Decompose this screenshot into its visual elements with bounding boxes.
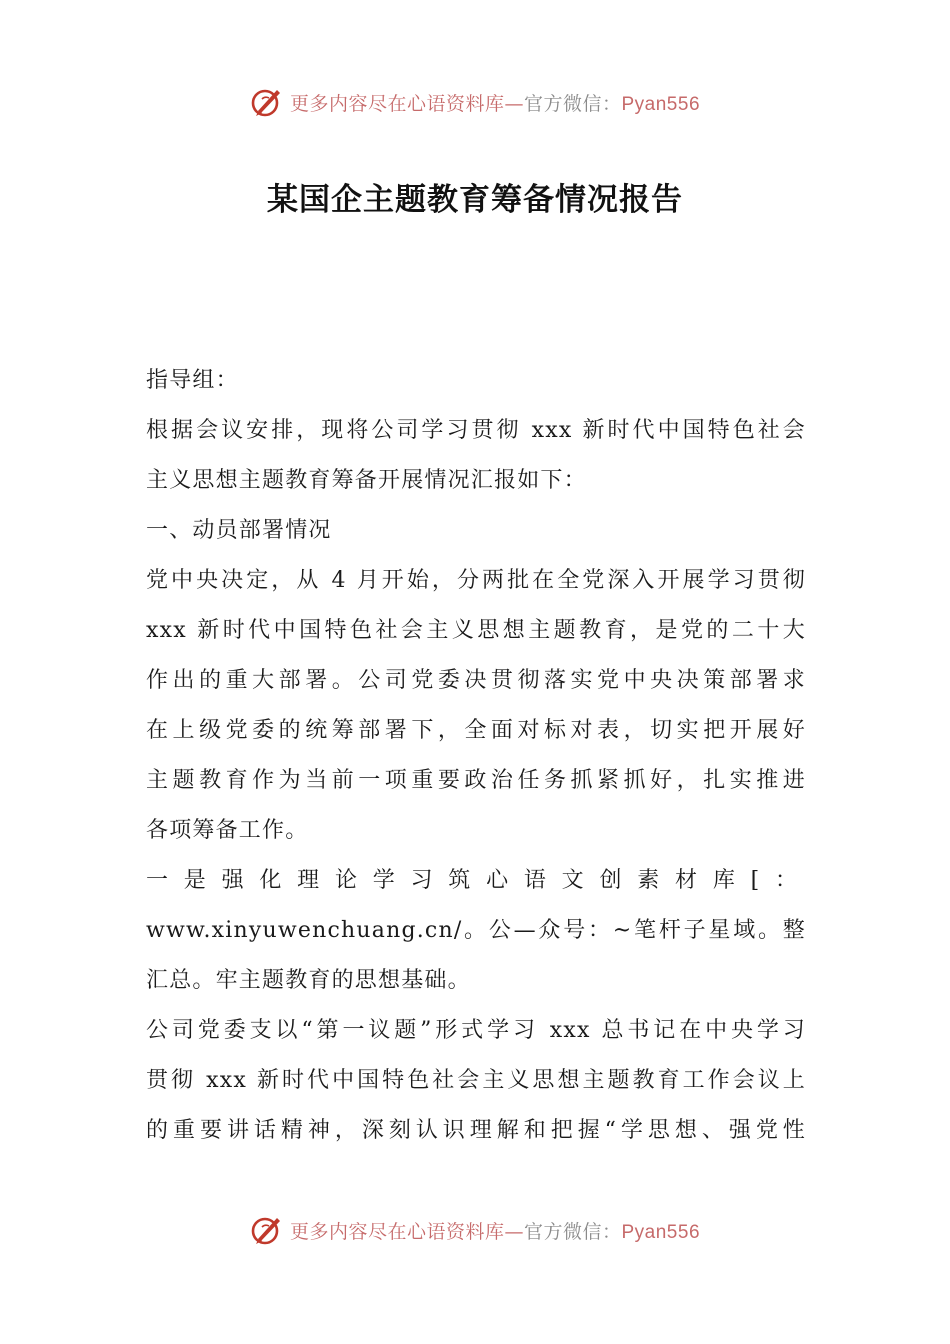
body-line: 在上级党委的统筹部署下，全面对标对表，切实把开展好 bbox=[146, 718, 806, 743]
body-line: 贯彻 xxx 新时代中国特色社会主义思想主题教育工作会议上 bbox=[146, 1068, 806, 1093]
body-line: www.xinyuwenchuang.cn/。公—众号：~笔杆子星域。整 bbox=[146, 918, 806, 943]
section-heading: 一、动员部署情况 bbox=[146, 518, 332, 543]
document-body bbox=[146, 356, 806, 1156]
body-line: 的重要讲话精神，深刻认识理解和把握“学思想、强党性 bbox=[146, 1118, 806, 1143]
body-line: xxx 新时代中国特色社会主义思想主题教育，是党的二十大 bbox=[146, 618, 806, 643]
watermark-text: 更多内容尽在心语资料库—官方微信：Pyan556 bbox=[289, 92, 701, 115]
body-line: 公司党委支以“第一议题”形式学习 xxx 总书记在中央学习 bbox=[146, 1018, 806, 1043]
body-line: 党中央决定，从 4 月开始，分两批在全党深入开展学习贯彻 bbox=[146, 568, 806, 593]
body-line: 指导组： bbox=[146, 368, 239, 393]
document-title: 某国企主题教育筹备情况报告 bbox=[267, 182, 683, 218]
body-line: 主义思想主题教育筹备开展情况汇报如下： bbox=[146, 468, 587, 493]
watermark-banner-bottom bbox=[0, 1210, 950, 1250]
body-line: 各项筹备工作。 bbox=[146, 818, 309, 843]
body-line: 作出的重大部署。公司党委决贯彻落实党中央决策部署求 bbox=[146, 668, 806, 693]
watermark-banner-top bbox=[0, 82, 950, 122]
body-line: 汇总。牢主题教育的思想基础。 bbox=[146, 968, 471, 993]
body-line: 根据会议安排，现将公司学习贯彻 xxx 新时代中国特色社会 bbox=[146, 418, 806, 443]
pen-logo-icon bbox=[250, 1213, 284, 1247]
body-line: 主题教育作为当前一项重要政治任务抓紧抓好，扎实推进 bbox=[146, 768, 806, 793]
body-line: 一是强化理论学习筑心语文创素材库[： bbox=[146, 868, 806, 893]
pen-logo-icon bbox=[250, 85, 284, 119]
watermark-text: 更多内容尽在心语资料库—官方微信：Pyan556 bbox=[289, 1220, 701, 1243]
